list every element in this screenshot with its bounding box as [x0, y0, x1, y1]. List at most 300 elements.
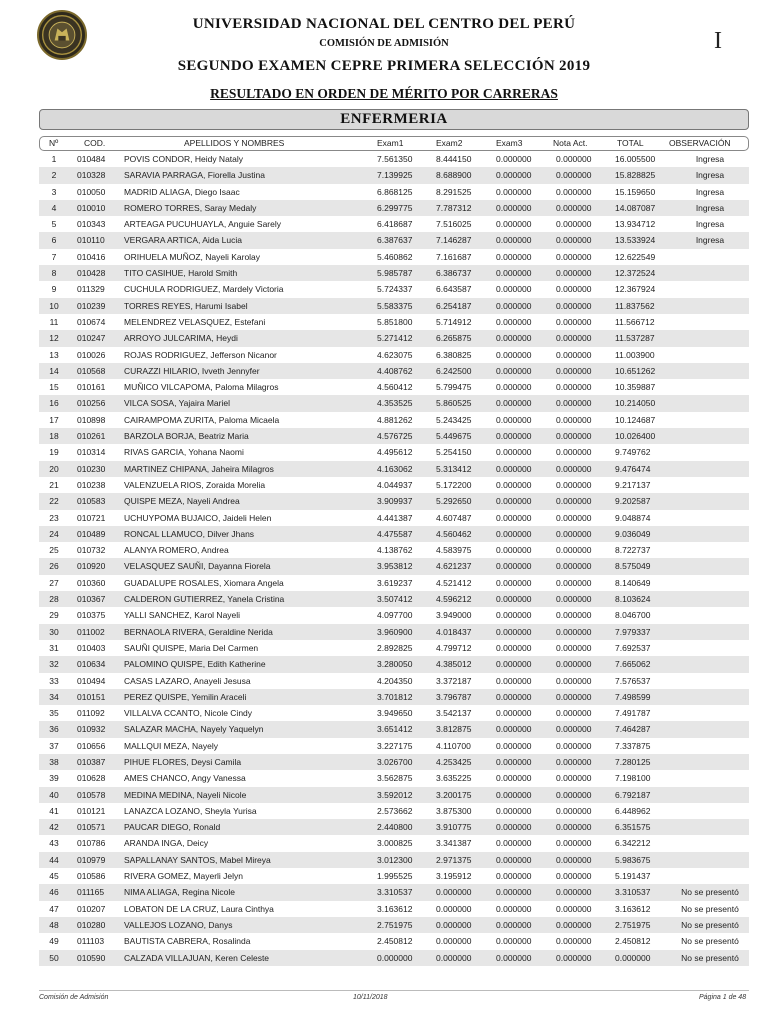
- row-number: 39: [49, 773, 59, 784]
- row-name: BARZOLA BORJA, Beatriz Maria: [124, 431, 249, 442]
- row-exam3: 0.000000: [496, 854, 532, 865]
- row-exam3: 0.000000: [496, 773, 532, 784]
- row-exam3: 0.000000: [496, 740, 532, 751]
- row-number: 8: [51, 268, 57, 279]
- row-exam1: 3.651412: [377, 724, 413, 735]
- row-exam2: 7.516025: [436, 219, 472, 230]
- row-nota: 0.000000: [556, 952, 592, 963]
- row-code: 010343: [77, 219, 106, 230]
- table-row: [39, 803, 749, 819]
- row-name: TORRES REYES, Harumi Isabel: [124, 300, 248, 311]
- row-total: 13.934712: [615, 219, 656, 230]
- row-nota: 0.000000: [556, 300, 592, 311]
- row-exam1: 4.881262: [377, 414, 413, 425]
- row-exam3: 0.000000: [496, 170, 532, 181]
- row-code: 010428: [77, 268, 106, 279]
- row-number: 3: [51, 186, 57, 197]
- table-row: [39, 689, 749, 705]
- row-exam1: 4.576725: [377, 431, 413, 442]
- row-name: ROJAS RODRIGUEZ, Jefferson Nicanor: [124, 349, 277, 360]
- row-code: 010261: [77, 431, 106, 442]
- results-table: [39, 151, 749, 966]
- table-row: [39, 558, 749, 574]
- col-observation: OBSERVACIÓN: [669, 138, 731, 148]
- row-exam3: 0.000000: [496, 284, 532, 295]
- row-nota: 0.000000: [556, 577, 592, 588]
- row-exam2: 0.000000: [436, 903, 472, 914]
- row-exam1: 3.026700: [377, 756, 413, 767]
- row-total: 16.005500: [615, 154, 656, 164]
- row-exam3: 0.000000: [496, 887, 532, 898]
- row-total: 10.214050: [615, 398, 656, 409]
- row-exam2: 5.860525: [436, 398, 472, 409]
- row-total: 10.359887: [615, 382, 656, 393]
- row-exam1: 4.097700: [377, 610, 413, 621]
- row-code: 010721: [77, 512, 106, 523]
- row-name: CUCHULA RODRIGUEZ, Mardely Victoria: [124, 284, 284, 295]
- row-exam3: 0.000000: [496, 691, 532, 702]
- row-observation: No se presentó: [681, 919, 739, 930]
- table-row: [39, 884, 749, 900]
- row-exam2: 5.243425: [436, 414, 472, 425]
- row-exam2: 8.291525: [436, 186, 472, 197]
- row-nota: 0.000000: [556, 610, 592, 621]
- row-exam3: 0.000000: [496, 952, 532, 963]
- row-exam1: 4.495612: [377, 447, 413, 458]
- row-nota: 0.000000: [556, 659, 592, 670]
- row-nota: 0.000000: [556, 479, 592, 490]
- row-exam2: 3.910775: [436, 822, 472, 833]
- row-exam2: 6.386737: [436, 268, 472, 279]
- row-number: 45: [49, 871, 59, 882]
- results-subtitle: RESULTADO EN ORDEN DE MÉRITO POR CARRERAS: [210, 86, 558, 101]
- row-total: 7.979337: [615, 626, 651, 637]
- row-number: 23: [49, 512, 59, 523]
- row-exam1: 3.310537: [377, 887, 413, 898]
- row-exam2: 3.949000: [436, 610, 472, 621]
- row-exam3: 0.000000: [496, 219, 532, 230]
- table-row: [39, 363, 749, 379]
- row-exam2: 5.799475: [436, 382, 472, 393]
- row-exam1: 3.953812: [377, 561, 413, 572]
- row-exam2: 6.643587: [436, 284, 472, 295]
- row-nota: 0.000000: [556, 626, 592, 637]
- row-name: BAUTISTA CABRERA, Rosalinda: [124, 936, 251, 947]
- row-total: 7.464287: [615, 724, 651, 735]
- row-nota: 0.000000: [556, 805, 592, 816]
- row-exam2: 4.385012: [436, 659, 472, 670]
- row-nota: 0.000000: [556, 316, 592, 327]
- row-exam3: 0.000000: [496, 871, 532, 882]
- row-name: SAPALLANAY SANTOS, Mabel Mireya: [124, 854, 271, 865]
- row-exam3: 0.000000: [496, 903, 532, 914]
- row-total: 9.202587: [615, 496, 651, 507]
- row-exam3: 0.000000: [496, 235, 532, 246]
- table-row: [39, 526, 749, 542]
- row-nota: 0.000000: [556, 708, 592, 719]
- row-exam3: 0.000000: [496, 349, 532, 360]
- row-total: 15.159650: [615, 186, 656, 197]
- row-number: 4: [51, 202, 57, 213]
- row-exam3: 0.000000: [496, 316, 532, 327]
- table-row: [39, 167, 749, 183]
- table-row: [39, 151, 749, 167]
- row-exam1: 3.701812: [377, 691, 413, 702]
- row-code: 010403: [77, 642, 106, 653]
- table-row: [39, 754, 749, 770]
- row-name: VERGARA ARTICA, Aida Lucia: [124, 235, 242, 246]
- row-exam2: 0.000000: [436, 887, 472, 898]
- row-exam3: 0.000000: [496, 333, 532, 344]
- row-exam3: 0.000000: [496, 528, 532, 539]
- row-nota: 0.000000: [556, 365, 592, 376]
- table-row: [39, 901, 749, 917]
- row-total: 10.026400: [615, 431, 656, 442]
- row-code: 010634: [77, 659, 106, 670]
- row-name: VILCA SOSA, Yajaira Mariel: [124, 398, 230, 409]
- row-total: 6.792187: [615, 789, 651, 800]
- row-exam2: 6.380825: [436, 349, 472, 360]
- row-exam2: 3.200175: [436, 789, 472, 800]
- row-number: 17: [49, 414, 59, 425]
- row-number: 13: [49, 349, 59, 360]
- row-name: QUISPE MEZA, Nayeli Andrea: [124, 496, 240, 507]
- row-number: 30: [49, 626, 59, 637]
- row-exam1: 4.353525: [377, 398, 413, 409]
- row-exam1: 3.280050: [377, 659, 413, 670]
- row-code: 010578: [77, 789, 106, 800]
- table-row: [39, 493, 749, 509]
- row-total: 10.651262: [615, 365, 656, 376]
- row-total: 5.191437: [615, 871, 651, 882]
- table-row: [39, 298, 749, 314]
- row-number: 50: [49, 952, 59, 963]
- row-total: 8.722737: [615, 545, 651, 556]
- row-exam2: 4.253425: [436, 756, 472, 767]
- row-code: 011329: [77, 284, 105, 295]
- row-total: 11.003900: [615, 349, 655, 360]
- row-nota: 0.000000: [556, 789, 592, 800]
- row-total: 10.124687: [615, 414, 656, 425]
- row-exam2: 3.195912: [436, 871, 472, 882]
- row-observation: No se presentó: [681, 936, 739, 947]
- table-row: [39, 281, 749, 297]
- row-code: 010571: [77, 822, 106, 833]
- row-exam1: 2.751975: [377, 919, 413, 930]
- row-exam2: 5.313412: [436, 463, 472, 474]
- row-code: 010628: [77, 773, 106, 784]
- row-total: 7.665062: [615, 659, 651, 670]
- row-code: 010494: [77, 675, 106, 686]
- row-code: 010416: [77, 251, 106, 262]
- row-exam1: 5.851800: [377, 316, 413, 327]
- table-row: [39, 705, 749, 721]
- row-exam1: 5.460862: [377, 251, 413, 262]
- row-exam1: 6.418687: [377, 219, 413, 230]
- row-exam3: 0.000000: [496, 154, 532, 164]
- row-exam3: 0.000000: [496, 251, 532, 262]
- row-nota: 0.000000: [556, 936, 592, 947]
- row-exam3: 0.000000: [496, 708, 532, 719]
- row-number: 38: [49, 756, 59, 767]
- row-exam1: 5.985787: [377, 268, 413, 279]
- row-name: MUÑICO VILCAPOMA, Paloma Milagros: [124, 382, 279, 393]
- row-name: ALANYA ROMERO, Andrea: [124, 545, 229, 556]
- exam-title: SEGUNDO EXAMEN CEPRE PRIMERA SELECCIÓN 2019: [177, 58, 591, 74]
- table-row: [39, 347, 749, 363]
- row-observation: No se presentó: [681, 952, 739, 963]
- row-exam2: 6.242500: [436, 365, 472, 376]
- row-exam1: 7.139925: [377, 170, 413, 181]
- row-exam1: 3.012300: [377, 854, 413, 865]
- row-exam1: 0.000000: [377, 952, 413, 963]
- row-code: 010484: [77, 154, 106, 164]
- row-code: 010489: [77, 528, 106, 539]
- row-code: 010586: [77, 871, 106, 882]
- row-exam2: 7.146287: [436, 235, 472, 246]
- row-total: 6.351575: [615, 822, 651, 833]
- row-code: 010010: [77, 202, 106, 213]
- row-number: 37: [49, 740, 59, 751]
- row-exam2: 2.971375: [436, 854, 472, 865]
- table-row: [39, 314, 749, 330]
- row-exam1: 5.271412: [377, 333, 413, 344]
- row-exam1: 2.440800: [377, 822, 413, 833]
- row-nota: 0.000000: [556, 545, 592, 556]
- row-observation: Ingresa: [695, 235, 725, 246]
- row-name: SAUÑI QUISPE, Maria Del Carmen: [124, 642, 259, 653]
- row-nota: 0.000000: [556, 431, 592, 442]
- row-number: 35: [49, 708, 59, 719]
- row-number: 34: [49, 691, 59, 702]
- row-exam1: 4.408762: [377, 365, 413, 376]
- row-exam1: 4.204350: [377, 675, 413, 686]
- row-total: 15.828825: [615, 170, 656, 181]
- row-number: 20: [49, 463, 59, 474]
- row-code: 010230: [77, 463, 106, 474]
- row-name: PIHUE FLORES, Deysi Camila: [124, 756, 242, 767]
- row-exam3: 0.000000: [496, 398, 532, 409]
- row-code: 010256: [77, 398, 106, 409]
- row-name: ARANDA INGA, Deicy: [124, 838, 209, 849]
- table-row: [39, 673, 749, 689]
- row-exam2: 4.621237: [436, 561, 472, 572]
- row-observation: Ingresa: [695, 154, 725, 164]
- row-name: VELASQUEZ SAUÑI, Dayanna Fiorela: [124, 561, 271, 572]
- row-exam1: 3.562875: [377, 773, 413, 784]
- col-code: COD.: [84, 138, 106, 148]
- row-exam3: 0.000000: [496, 496, 532, 507]
- row-nota: 0.000000: [556, 903, 592, 914]
- table-row: [39, 624, 749, 640]
- row-number: 15: [49, 382, 59, 393]
- row-exam1: 1.995525: [377, 871, 413, 882]
- table-row: [39, 249, 749, 265]
- table-row: [39, 738, 749, 754]
- row-exam3: 0.000000: [496, 512, 532, 523]
- row-nota: 0.000000: [556, 202, 592, 213]
- row-number: 41: [49, 805, 59, 816]
- row-nota: 0.000000: [556, 512, 592, 523]
- row-code: 010238: [77, 479, 106, 490]
- row-code: 010314: [77, 447, 106, 458]
- row-total: 7.576537: [615, 675, 651, 686]
- row-name: MADRID ALIAGA, Diego Isaac: [124, 186, 240, 197]
- row-exam2: 4.110700: [436, 740, 471, 751]
- row-exam2: 3.796787: [436, 691, 472, 702]
- row-number: 21: [49, 479, 59, 490]
- row-nota: 0.000000: [556, 414, 592, 425]
- row-nota: 0.000000: [556, 887, 592, 898]
- row-exam3: 0.000000: [496, 594, 532, 605]
- col-nota: Nota Act.: [553, 138, 588, 148]
- col-exam3: Exam3: [496, 138, 523, 148]
- row-total: 7.491787: [615, 708, 651, 719]
- row-number: 2: [51, 170, 57, 181]
- row-nota: 0.000000: [556, 822, 592, 833]
- row-code: 010367: [77, 594, 106, 605]
- row-exam1: 6.299775: [377, 202, 413, 213]
- row-nota: 0.000000: [556, 235, 592, 246]
- row-exam1: 5.583375: [377, 300, 413, 311]
- row-name: SALAZAR MACHA, Nayely Yaquelyn: [124, 724, 264, 735]
- table-row: [39, 819, 749, 835]
- university-title: UNIVERSIDAD NACIONAL DEL CENTRO DEL PERÚ: [192, 16, 576, 32]
- row-name: VALLEJOS LOZANO, Danys: [124, 919, 233, 930]
- row-exam2: 6.254187: [436, 300, 472, 311]
- row-nota: 0.000000: [556, 854, 592, 865]
- row-name: LANAZCA LOZANO, Sheyla Yurisa: [124, 805, 257, 816]
- row-exam1: 2.892825: [377, 642, 413, 653]
- table-row: [39, 428, 749, 444]
- row-exam2: 5.292650: [436, 496, 472, 507]
- row-name: ARTEAGA PUCUHUAYLA, Anguie Sarely: [124, 219, 282, 230]
- row-name: TITO CASIHUE, Harold Smith: [124, 268, 238, 279]
- row-name: LOBATON DE LA CRUZ, Laura Cinthya: [124, 903, 274, 914]
- row-exam2: 7.787312: [436, 202, 472, 213]
- row-observation: Ingresa: [695, 219, 725, 230]
- row-number: 44: [49, 854, 59, 865]
- row-code: 010026: [77, 349, 106, 360]
- row-number: 14: [49, 365, 59, 376]
- row-exam2: 8.444150: [436, 154, 472, 164]
- row-code: 010161: [77, 382, 106, 393]
- row-exam2: 8.688900: [436, 170, 472, 181]
- row-nota: 0.000000: [556, 268, 592, 279]
- row-exam2: 3.372187: [436, 675, 472, 686]
- row-exam3: 0.000000: [496, 626, 532, 637]
- row-name: AMES CHANCO, Angy Vanessa: [124, 773, 246, 784]
- row-code: 010656: [77, 740, 106, 751]
- row-code: 010732: [77, 545, 106, 556]
- table-row: [39, 770, 749, 786]
- row-exam2: 5.254150: [436, 447, 472, 458]
- row-nota: 0.000000: [556, 740, 592, 751]
- row-nota: 0.000000: [556, 496, 592, 507]
- row-nota: 0.000000: [556, 724, 592, 735]
- table-row: [39, 477, 749, 493]
- row-exam2: 3.875300: [436, 805, 472, 816]
- table-row: [39, 265, 749, 281]
- row-code: 011092: [77, 708, 105, 719]
- row-total: 11.837562: [615, 300, 655, 311]
- row-number: 18: [49, 431, 59, 442]
- row-total: 8.103624: [615, 594, 651, 605]
- row-exam1: 3.507412: [377, 594, 413, 605]
- row-name: MEDINA MEDINA, Nayeli Nicole: [124, 789, 247, 800]
- row-total: 12.622549: [615, 251, 656, 262]
- row-total: 12.372524: [615, 268, 656, 279]
- row-code: 010786: [77, 838, 106, 849]
- row-code: 010898: [77, 414, 106, 425]
- row-total: 11.566712: [615, 316, 655, 327]
- table-row: [39, 444, 749, 460]
- career-band: ENFERMERIA: [39, 109, 749, 130]
- row-nota: 0.000000: [556, 219, 592, 230]
- row-code: 010110: [77, 235, 105, 246]
- row-number: 12: [49, 333, 59, 344]
- row-name: MELENDREZ VELASQUEZ, Estefani: [124, 316, 266, 327]
- row-nota: 0.000000: [556, 594, 592, 605]
- table-row: [39, 835, 749, 851]
- row-name: UCHUYPOMA BUJAICO, Jaideli Helen: [124, 512, 272, 523]
- row-number: 16: [49, 398, 59, 409]
- row-name: NIMA ALIAGA, Regina Nicole: [124, 887, 236, 898]
- table-row: [39, 184, 749, 200]
- row-exam2: 4.607487: [436, 512, 472, 523]
- row-number: 40: [49, 789, 59, 800]
- row-exam3: 0.000000: [496, 822, 532, 833]
- row-name: ARROYO JULCARIMA, Heydi: [124, 333, 238, 344]
- page-marker: I: [714, 28, 722, 54]
- row-nota: 0.000000: [556, 642, 592, 653]
- row-total: 7.498599: [615, 691, 651, 702]
- row-exam3: 0.000000: [496, 202, 532, 213]
- row-code: 010568: [77, 365, 106, 376]
- row-exam2: 3.812875: [436, 724, 472, 735]
- row-exam3: 0.000000: [496, 365, 532, 376]
- row-exam2: 0.000000: [436, 952, 472, 963]
- row-name: MALLQUI MEZA, Nayely: [124, 740, 218, 751]
- row-nota: 0.000000: [556, 919, 592, 930]
- row-total: 12.367924: [615, 284, 656, 295]
- row-name: MARTINEZ CHIPANA, Jaheira Milagros: [124, 463, 274, 474]
- table-row: [39, 607, 749, 623]
- row-exam1: 4.163062: [377, 463, 413, 474]
- table-row: [39, 721, 749, 737]
- row-exam3: 0.000000: [496, 414, 532, 425]
- row-exam2: 4.521412: [436, 577, 472, 588]
- col-exam1: Exam1: [377, 138, 404, 148]
- row-nota: 0.000000: [556, 675, 592, 686]
- row-number: 46: [49, 887, 59, 898]
- row-exam1: 3.163612: [377, 903, 413, 914]
- table-row: [39, 950, 749, 966]
- row-exam3: 0.000000: [496, 268, 532, 279]
- row-total: 3.163612: [615, 903, 651, 914]
- row-name: BERNAOLA RIVERA, Geraldine Nerida: [124, 626, 273, 637]
- row-exam2: 4.799712: [436, 642, 472, 653]
- row-nota: 0.000000: [556, 382, 592, 393]
- row-number: 33: [49, 675, 59, 686]
- row-exam1: 3.909937: [377, 496, 413, 507]
- row-code: 010387: [77, 756, 106, 767]
- row-exam3: 0.000000: [496, 463, 532, 474]
- row-observation: No se presentó: [681, 903, 739, 914]
- row-exam1: 3.592012: [377, 789, 413, 800]
- row-nota: 0.000000: [556, 154, 592, 164]
- row-exam2: 3.341387: [436, 838, 472, 849]
